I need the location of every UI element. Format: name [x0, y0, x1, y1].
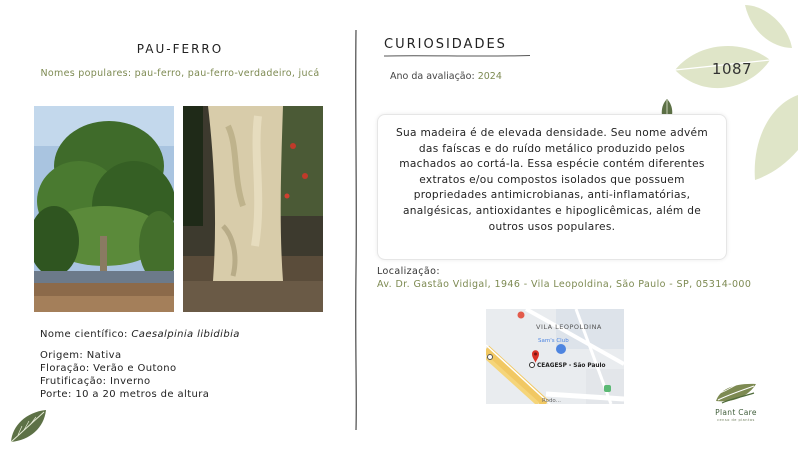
scientific-name: Caesalpinia libidibia [131, 329, 240, 340]
location-address: Av. Dr. Gastão Vidigal, 1946 - Vila Leopoldina, São Paulo - SP, 05314-000 [377, 279, 752, 290]
brand-name: Plant Care [715, 408, 757, 417]
year-label: Ano da avaliação: [390, 71, 475, 82]
scientific-name-line [40, 329, 240, 340]
tree-photo [34, 106, 174, 312]
curiosity-card [377, 114, 727, 260]
flowering: Floração: Verão e Outono [40, 363, 177, 374]
year-value: 2024 [477, 71, 502, 82]
map-district-label: VILA LEOPOLDINA [536, 323, 602, 331]
species-title: PAU-FERRO [136, 42, 224, 56]
divider-line [354, 30, 358, 430]
location-label: Localização: [377, 266, 440, 277]
scientific-name-label: Nome científico: [40, 329, 128, 340]
curiosities-heading: CURIOSIDADES [384, 37, 507, 52]
fruiting: Frutificação: Inverno [40, 376, 151, 387]
location-map[interactable] [486, 309, 624, 404]
heading-underline [384, 54, 530, 58]
origin: Origem: Nativa [40, 350, 122, 361]
map-road-label: Rodo... [542, 398, 561, 404]
brand-tagline: censo de plantas [717, 418, 755, 422]
curiosity-text: Sua madeira é de elevada densidade. Seu nome advém das faíscas e do ruído metálico produzido pelos machados ao cortá-la. Essa espécie contém diferentes extratos e/ou compostos isolados que possuem propriedades antimicrobianas, anti-inflamatórias, analgésicas, antioxidantes e hipoglicêmicas, além de outros usos populares. [396, 127, 708, 233]
tree-number: 1087 [711, 60, 753, 78]
plant-care-logo-icon [714, 381, 758, 405]
tree-size: Porte: 10 a 20 metros de altura [40, 389, 210, 400]
trunk-photo [183, 106, 323, 312]
leaf-icon-bottom-left [8, 408, 48, 444]
map-store-label: Sam's Club [538, 338, 569, 344]
evaluation-year [390, 71, 502, 82]
popular-names: Nomes populares: pau-ferro, pau-ferro-verdadeiro, jucá [40, 68, 320, 79]
map-place-label: CEAGESP - São Paulo [537, 363, 606, 369]
